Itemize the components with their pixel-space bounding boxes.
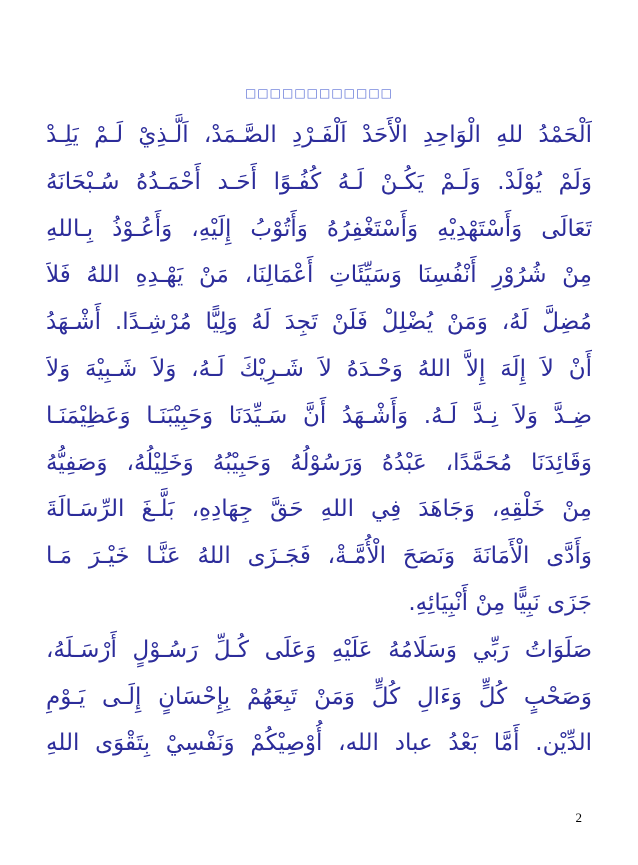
text-line: الدِّيْن. أَمَّا بَعْدُ عباد الله، أُوْصِيْكُمْ وَنَفْسِيْ بِتَقْوَى اللهِ: [46, 730, 592, 757]
text-line: تَعَالَى وَأَسْتَهْدِيْهِ وَأَسْتَغْفِرُهُ وَأَتُوْبُ إِلَيْهِ، وَأَعُـوْذُ بِـاللهِ: [46, 215, 592, 242]
text-line: مِنْ شُرُوْرِ أَنْفُسِنَا وَسَيِّئَاتِ أَعْمَالِنَا، مَنْ يَهْـدِهِ اللهُ فَلاَ: [46, 262, 592, 289]
text-line: اَلْحَمْدُ للهِ الْوَاحِدِ الْأَحَدْ اَلْفَـرْدِ الصَّـمَدْ، اَلَّـذِيْ لَـمْ يَلِـدْ: [46, 122, 592, 148]
text-line: أَنْ لاَ إِلَهَ إِلاَّ اللهُ وَحْـدَهُ لاَ شَـرِيْكَ لَـهُ، وَلاَ شَـبِيْهَ وَلاَ: [46, 355, 592, 382]
text-line: وَصَحْبٍ كُلٍّ وَءَالِ كُلٍّ وَمَنْ تَبِعَهُمْ بِإِحْسَانٍ إِلَـى يَـوْمِ: [46, 683, 592, 710]
text-line: صَلَوَاتُ رَبِّي وَسَلَامُهُ عَلَيْهِ وَعَلَى كُـلِّ رَسُـوْلٍ أَرْسَـلَهُ،: [46, 636, 592, 663]
text-line: ضِـدَّ وَلاَ نِـدَّ لَـهُ. وَأَشْـهَدُ أَنَّ سَـيِّدَنَا وَحَبِيْبَنَـا وَعَظِيْمَنَـا: [46, 402, 592, 429]
text-line: مُضِلَّ لَهُ، وَمَنْ يُضْلِلْ فَلَنْ تَجِدَ لَهُ وَلِيًّا مُرْشِـدًا. أَشْـهَدُ: [46, 309, 592, 336]
text-line: جَزَى نَبِيًّا مِنْ أَنْبِيَائِهِ.: [408, 589, 592, 616]
header-title: □□□□□□□□□□□□: [244, 86, 394, 100]
text-line: وَأَدَّى الْأَمَانَةَ وَنَصَحَ الْأُمَّـةْ، فَجَـزَى اللهُ عَنَّـا خَيْـرَ مَـا: [46, 543, 592, 570]
text-line: مِنْ خَلْقِهِ، وَجَاهَدَ فِي اللهِ حَقَّ جِهَادِهِ، بَلَّـغَ الرِّسَـالَةَ: [46, 496, 592, 523]
page-number: 2: [575, 810, 582, 825]
sermon-text: [46, 112, 592, 767]
text-line: وَقَائِدَنَا مُحَمَّدًا، عَبْدُهُ وَرَسُوْلُهُ وَحَبِيْبُهُ وَخَلِيْلُهُ، وَصَفِيُّهُ: [46, 449, 592, 476]
text-line: وَلَمْ يُوْلَدْ. وَلَـمْ يَكُـنْ لَـهُ كُفُـوًا أَحَـد أَحْمَـدُهُ سُـبْحَانَهُ: [46, 168, 592, 195]
